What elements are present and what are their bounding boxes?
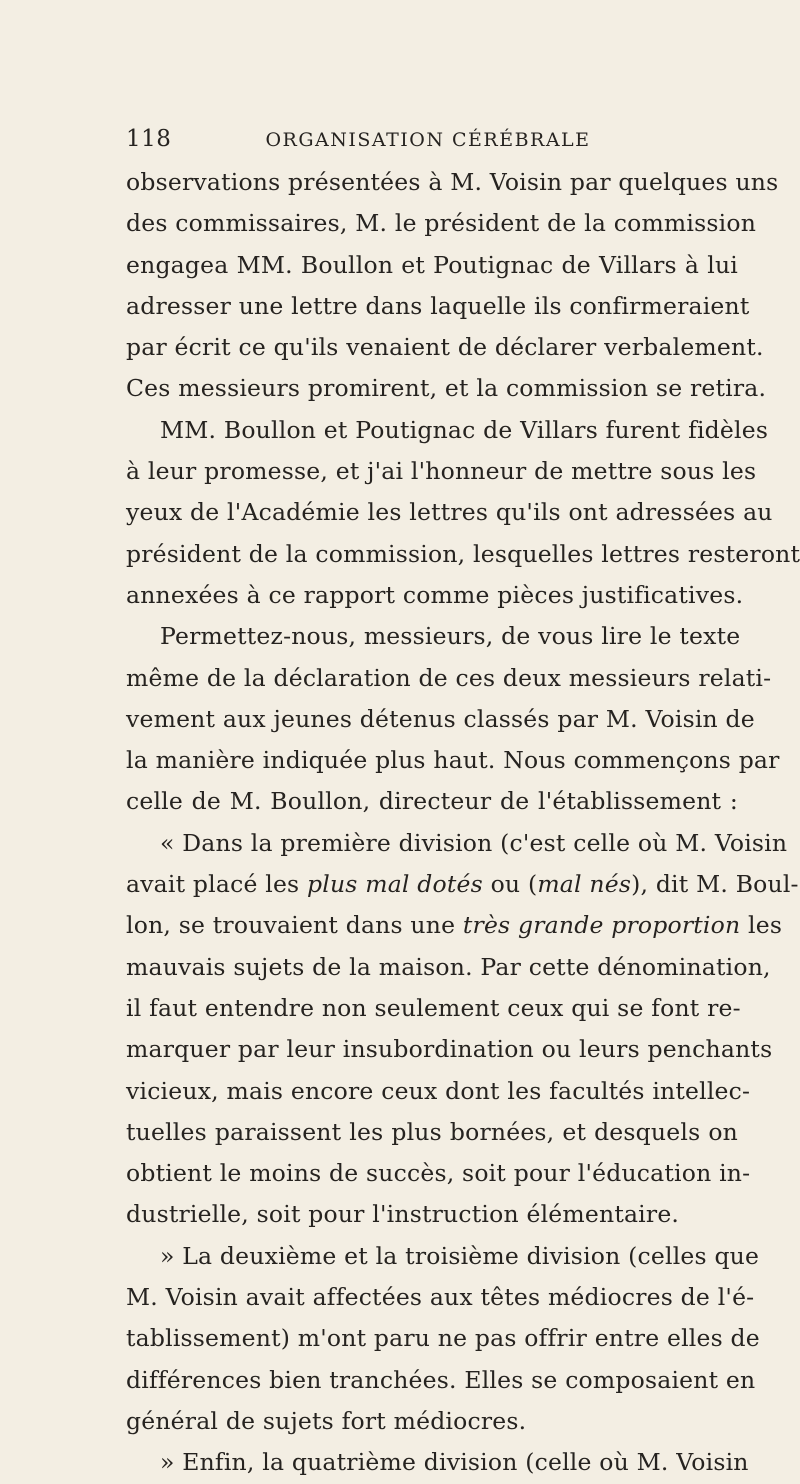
- text-line: vicieux, mais encore ceux dont les facultés intellec-: [126, 1076, 751, 1105]
- text-line: il faut entendre non seulement ceux qui se font re-: [126, 993, 741, 1022]
- text-line: à leur promesse, et j'ai l'honneur de mettre sous les: [126, 457, 757, 486]
- text-line: Permettez-nous, messieurs, de vous lire le texte: [160, 622, 741, 651]
- text-line: » Enfin, la quatrième division (celle où M. Voisin: [160, 1448, 749, 1477]
- text-line: M. Voisin avait affectées aux têtes médiocres de l'é-: [126, 1283, 755, 1312]
- text-run: ou: [482, 870, 528, 899]
- text-run: ), dit M. Boul-: [631, 870, 799, 899]
- text-line: mauvais sujets de la maison. Par cette dénomination,: [126, 952, 771, 981]
- text-line: tablissement) m'ont paru ne pas offrir entre elles de: [126, 1324, 760, 1353]
- italic-run: très grande proportion: [462, 911, 741, 940]
- text-line: vement aux jeunes détenus classés par M. Voisin de: [126, 704, 755, 733]
- italic-run: mal nés: [537, 870, 632, 899]
- text-line: Ces messieurs promirent, et la commission se retira.: [126, 374, 767, 403]
- text-line: annexées à ce rapport comme pièces justificatives.: [126, 580, 744, 609]
- text-line: [126, 905, 783, 946]
- text-line: observations présentées à M. Voisin par quelques uns: [126, 168, 779, 196]
- text-line: la manière indiquée plus haut. Nous commençons par: [126, 746, 780, 775]
- text-line: obtient le moins de succès, soit pour l'éducation in-: [126, 1159, 751, 1188]
- page-header: [126, 126, 730, 158]
- text-line: président de la commission, lesquelles lettres resteront: [126, 539, 800, 568]
- text-line: marquer par leur insubordination ou leurs penchants: [126, 1035, 773, 1064]
- text-line: engagea MM. Boullon et Poutignac de Villars à lui: [126, 250, 738, 279]
- text-line: tuelles paraissent les plus bornées, et desquels on: [126, 1117, 738, 1146]
- text-line: « Dans la première division (c'est celle où M. Voisin: [160, 828, 788, 857]
- page-number: 118: [126, 126, 172, 152]
- text-line: général de sujets fort médiocres.: [126, 1406, 527, 1435]
- text-line: par écrit ce qu'ils venaient de déclarer verbalement.: [126, 333, 764, 362]
- text-run: (: [527, 870, 538, 899]
- text-line: différences bien tranchées. Elles se composaient en: [126, 1365, 756, 1394]
- text-line: [126, 864, 799, 905]
- text-line: dustrielle, soit pour l'instruction élémentaire.: [126, 1200, 680, 1229]
- text-line: des commissaires, M. le président de la commission: [126, 209, 757, 238]
- text-run: les: [740, 911, 783, 940]
- text-line: yeux de l'Académie les lettres qu'ils ont adressées au: [126, 498, 773, 527]
- text-line: celle de M. Boullon, directeur de l'établissement :: [126, 787, 738, 816]
- italic-run: plus mal dotés: [307, 870, 483, 899]
- text-line: adresser une lettre dans laquelle ils confirmeraient: [126, 291, 750, 320]
- text-run: avait placé les: [126, 870, 307, 899]
- text-line: MM. Boullon et Poutignac de Villars furent fidèles: [160, 415, 769, 444]
- running-head: ORGANISATION CÉRÉBRALE: [265, 129, 591, 151]
- text-run: lon, se trouvaient dans une: [126, 911, 463, 940]
- text-line: » La deuxième et la troisième division (celles que: [160, 1241, 760, 1270]
- body-text: [126, 162, 800, 1484]
- text-line: même de la déclaration de ces deux messieurs relati-: [126, 663, 772, 692]
